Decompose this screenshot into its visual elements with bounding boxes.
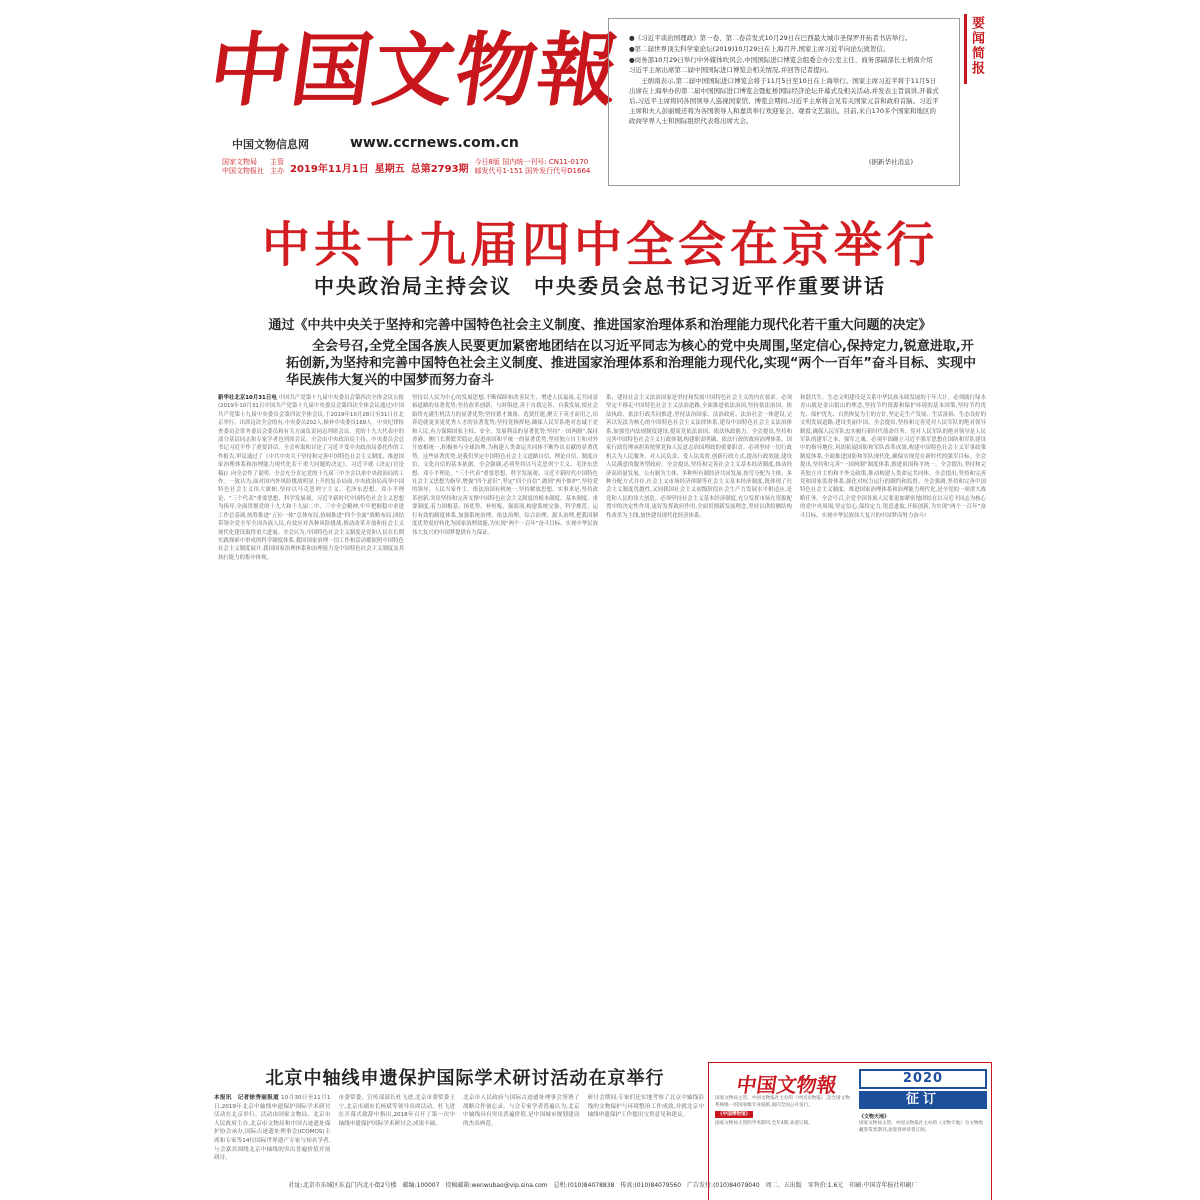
cn-number: 国内统一刊号: CN11-0170 — [502, 158, 589, 166]
column-text: 研讨会期间,专家们还实地考察了北京中轴线沿线的文物保护与环境整治工作成效,并就北京中轴线申遗保护工作提出宝贵意见和建议。 — [587, 1095, 704, 1119]
byline: 新华社北京10月31日电 — [218, 395, 277, 401]
post-code: 邮发代号1-151 — [474, 167, 523, 175]
org-name: 中国文物信息网 — [232, 138, 309, 151]
column-text: 中国共产党第十九届中央委员会第四次全体会议公报(2019年10月31日中国共产党第十九届中央委员会第四次全体会议通过)中国共产党第十九届中央委员会第四次全体会议,于2019年10月28日至31日在北京举行。出席这次全会的有,中央委员202人,候补中央委员169人。中央纪律检查委员会常务委员会委员和有关方面负责同志列席会议。党的十九大代表中的部分基层同志和专家学者也列席会议。全会由中央政治局主持。中央委员会总书记习近平作了重要讲话。全会听取和讨论了习近平受中央政治局委托作的工作报告,审议通过了《中共中央关于坚持和完善中国特色社会主义制度、推进国家治理体系和治理能力现代化若干重大问题的决定》。习近平就《决定(讨论稿)》向全会作了说明。全会充分肯定党的十九届三中全会以来中央政治局的工作。一致认为,面对国内外风险挑战明显上升的复杂局面,中央政治局高举中国特色社会主义伟大旗帜,坚持以马克思列宁主义、毛泽东思想、邓小平理论、“三个代表”重要思想、科学发展观、习近平新时代中国特色社会主义思想为指导,全面贯彻党的十九大和十九届二中、三中全会精神,牢牢把握稳中求进工作总基调,统筹推进“五位一体”总体布局,协调推进“四个全面”战略布局,团结带领全党全军全国各族人民,有效应对各种风险挑战,推动改革开放和社会主义现代化建设取得重大进展。全会认为,中国特色社会主义制度是党和人民在长期实践探索中形成的科学制度体系,我国国家治理一切工作和活动都依照中国特色社会主义制度展开,我国国家治理体系和治理能力是中国特色社会主义制度及其执行能力的集中体现。 — [218, 395, 404, 561]
brief-tag: 要闻简报 — [964, 14, 986, 84]
ad-museum-text: 国家文物局主管的学术期刊,全年4期,欢迎订阅。 — [715, 1121, 813, 1126]
ad-right-text: 国家文物局主管、中国文物报社主办的《文物天地》为文物收藏鉴赏类期刊,欢迎各界读者订阅。 — [859, 1121, 984, 1133]
lead-subhead: 中央政治局主持会议 中央委员会总书记习近平作重要讲话 — [314, 274, 886, 298]
brief-item: ●商务部10月29日举行中外媒体吹风会,中国国际进口博览会组委会办公室主任、商务部副部长王炳南介绍习近平主席出席第二届中国国际进口博览会相关情况,并回答记者提问。 — [629, 56, 933, 74]
brief-item: 王炳南表示,第二届中国国际进口博览会将于11月5日至10日在上海举行。国家主席习近平将于11月5日出席在上海举办的第二届中国国际进口博览会暨虹桥国际经济论坛开幕式及相关活动,并发表主旨演讲,开幕式后,习近平主席将同各国领导人巡视国家馆、博览会期间,习近平主席将会见有关国家元首和政府首脑。习近平主席和夫人彭丽媛还将为各国领导人和嘉宾举行欢迎宴会、观看文艺演出。目前,来自170多个国家和地区的政商学界人士和国际组织代表将出席大会。 — [629, 77, 939, 125]
sponsor-roles: 主管 主办 — [270, 158, 284, 175]
site-url[interactable]: www.ccrnews.com.cn — [350, 135, 519, 151]
issue-codes — [475, 158, 591, 176]
column-text: 坚持以人民为中心的发展思想,不断保障和改善民生、增进人民福祉,走共同富裕道路的显著优势;坚持改革创新、与时俱进,善于自我完善、自我发展,使社会始终充满生机活力的显著优势;坚持德才兼备、选贤任能,聚天下英才而用之,培养造就更多更优秀人才的显著优势;坚持党指挥枪,确保人民军队绝对忠诚于党和人民,有力保障国家主权、安全、发展利益的显著优势;坚持“一国两制”,保持香港、澳门长期繁荣稳定,促进祖国和平统一的显著优势;坚持独立自主和对外开放相统一,积极参与全球治理,为构建人类命运共同体不断作出贡献的显著优势。这些显著优势,是我们坚定中国特色社会主义道路自信、理论自信、制度自信、文化自信的基本依据。全会强调,必须坚持以马克思列宁主义、毛泽东思想、邓小平理论、“三个代表”重要思想、科学发展观、习近平新时代中国特色社会主义思想为指导,增强“四个意识”,坚定“四个自信”,做到“两个维护”,坚持党的领导、人民当家作主、依法治国有机统一,坚持解放思想、实事求是,坚持改革创新,突出坚持和完善支撑中国特色社会主义制度的根本制度、基本制度、重要制度,着力固根基、扬优势、补短板、强弱项,构建系统完备、科学规范、运行有效的制度体系,加强系统治理、依法治理、综合治理、源头治理,把我国制度优势更好转化为国家治理效能,为实现“两个一百年”奋斗目标、实现中华民族伟大复兴的中国梦提供有力保证。 — [412, 395, 598, 536]
second-story-body — [214, 1094, 704, 1194]
article-column — [588, 1094, 705, 1194]
ad-reg: 国外发行代号D1664 — [525, 167, 591, 175]
column-text: 北京市人民政府与国际古迹遗址理事会签署了战略合作备忘录。与会专家学者普遍认为,北京中轴线具有突出普遍价值,是中国城市规划建设的杰出典范。 — [463, 1095, 580, 1127]
article-column — [800, 394, 986, 1054]
byline: 本报讯 记者徐秀丽报道 — [214, 1095, 279, 1101]
lead-subhead-2: 通过《中共中央关于坚持和完善中国特色社会主义制度、推进国家治理体系和治理能力现代化若干重大问题的决定》 — [268, 318, 932, 333]
sponsor-orgs: 国家文物局 中国文物报社 — [222, 158, 264, 175]
lead-story-body — [218, 394, 986, 1054]
issue-weekday: 星期五 — [374, 163, 405, 175]
masthead-title: 中国文物報 — [203, 23, 627, 117]
ad-column-name: 《文物天地》 — [859, 1114, 890, 1120]
pages-today: 今日8版 — [474, 158, 501, 166]
column-text: 10月30日至11月1日,2019年北京中轴线申遗保护国际学术研讨活动在北京举行。活动由国家文物局、北京市人民政府主办,北京市文物局和中国古迹遗址保护协会承办,国际古迹遗址理事会(ICOMOS)主席和专家等14位国际世界遗产专家与知名学者,与会嘉宾围绕北京中轴线的突出普遍价值开展研讨。 — [214, 1095, 331, 1162]
article-column — [463, 1094, 580, 1194]
article-column — [412, 394, 598, 1054]
lead-summary: 全会号召,全党全国各族人民要更加紧密地团结在以习近平同志为核心的党中央周围,坚定信心,保持定力,锐意进取,开拓创新,为坚持和完善中国特色社会主义制度、推进国家治理体系和治理能力现代化,实现“两个一百年”奋斗目标、实现中华民族伟大复兴的中国梦而努力奋斗 — [286, 339, 976, 388]
issue-info — [222, 158, 610, 176]
column-text: 市委常委、宣传部部长杜飞进,北京市委常委王宁,北京市副市长杨斌等领导出席活动。杜飞进在开幕式致辞中指出,2018年召开了第一次中轴线申遗保护国际学术研讨会,成果丰硕。 — [338, 1095, 455, 1127]
ad-left-text: 国家文物局主管、中国文物报社主办的《中国文物报》,是全国文物系统唯一的国家级专业报纸,面向全国公开发行。 — [715, 1096, 850, 1108]
ad-subscribe: 征订 — [859, 1091, 987, 1109]
article-column — [218, 394, 404, 1054]
masthead — [203, 14, 627, 126]
column-text: 和谐共生。生态文明建设是关系中华民族永续发展的千年大计。必须践行绿水青山就是金山银山的理念,坚持节约资源和保护环境的基本国策,坚持节约优先、保护优先、自然恢复为主的方针,坚定走生产发展、生活富裕、生态良好的文明发展道路,建设美丽中国。全会提出,坚持和完善党对人民军队的绝对领导制度,确保人民军队忠实履行新时代使命任务。党对人民军队的绝对领导是人民军队的建军之本、强军之魂。必须牢固确立习近平强军思想在国防和军队建设中的指导地位,巩固拓展国防和军队改革成果,构建中国特色社会主义军事政策制度体系,全面推进国防和军队现代化,确保实现党在新时代的强军目标。全会提出,坚持和完善“一国两制”制度体系,推进祖国和平统一。全会提出,坚持和完善独立自主的和平外交政策,推动构建人类命运共同体。全会提出,坚持和完善党和国家监督体系,强化对权力运行的制约和监督。全会强调,坚持和完善中国特色社会主义制度、推进国家治理体系和治理能力现代化,是全党的一项重大战略任务。全会号召,全党全国各族人民要更加紧密地团结在以习近平同志为核心的党中央周围,坚定信心,保持定力,锐意进取,开拓创新,为实现“两个一百年”奋斗目标、实现中华民族伟大复兴的中国梦而努力奋斗! — [800, 395, 986, 519]
article-column — [339, 1094, 456, 1194]
ad-left-column — [715, 1095, 851, 1127]
brief-item: ●第二届世界顶尖科学家论坛(2019)10月29日在上海召开,国家主席习近平向论坛致贺信。 — [629, 45, 890, 53]
article-column — [214, 1094, 331, 1194]
brief-item: ●《习近平谈治国理政》第一卷、第二卷首发式10月29日在巴西最大城市圣保罗开拓者书店举行。 — [629, 34, 912, 42]
footer: 社址:北京市东城区东直门内北小街2号楼 邮编:100007 投稿邮箱:wenwubao@vip.sina.com 总机:(010)84078838 传真:(010)84079560 广告发行:(010)84079040 周二、五出版 零售价:1.6元 印刷:中国青年报社印刷厂 — [288, 1182, 918, 1189]
second-headline: 北京中轴线申遗保护国际学术研讨活动在京举行 — [265, 1068, 665, 1089]
lead-headline: 中共十九届四中全会在京举行 — [261, 217, 938, 273]
ad-year: 2020 — [859, 1069, 987, 1089]
ad-right-column — [859, 1069, 987, 1134]
issue-date: 2019年11月1日 — [290, 163, 369, 175]
ad-museum-heading: 《中国博物馆》 — [715, 1111, 753, 1118]
column-text: 系、建设社会主义法治国家是坚持和发展中国特色社会主义的内在要求。必须坚定不移走中国特色社会主义法治道路,全面推进依法治国,坚持依法治国、依法执政、依法行政共同推进,坚持法治国家、法治政府、法治社会一体建设,完善以宪法为核心的中国特色社会主义法律体系,建设中国特色社会主义法治体系,加强党内法规制度建设,提高党依法治国、依法执政能力。全会提出,坚持和完善中国特色社会主义行政体制,构建职责明确、依法行政的政府治理体系。国家行政管理承担着按照党和人民意志治国理政的重要职责。必须坚持一切行政机关为人民服务、对人民负责、受人民监督,创新行政方式,提高行政效能,建设人民满意的服务型政府。全会提出,坚持和完善社会主义基本经济制度,推动经济高质量发展。公有制为主体、多种所有制经济共同发展,按劳分配为主体、多种分配方式并存,社会主义市场经济体制等社会主义基本经济制度,既体现了社会主义制度优越性,又同我国社会主义初级阶段社会生产力发展水平相适应,是党和人民的伟大创造。必须坚持社会主义基本经济制度,充分发挥市场在资源配置中的决定性作用,更好发挥政府作用,全面贯彻新发展理念,坚持以供给侧结构性改革为主线,加快建设现代化经济体系。 — [606, 395, 792, 519]
news-brief-box — [608, 18, 960, 186]
article-column — [606, 394, 792, 1054]
ad-logo: 中国文物報 — [735, 1073, 839, 1097]
brief-source: (据新华社消息) — [868, 158, 913, 166]
issue-total: 总第2793期 — [410, 163, 469, 175]
